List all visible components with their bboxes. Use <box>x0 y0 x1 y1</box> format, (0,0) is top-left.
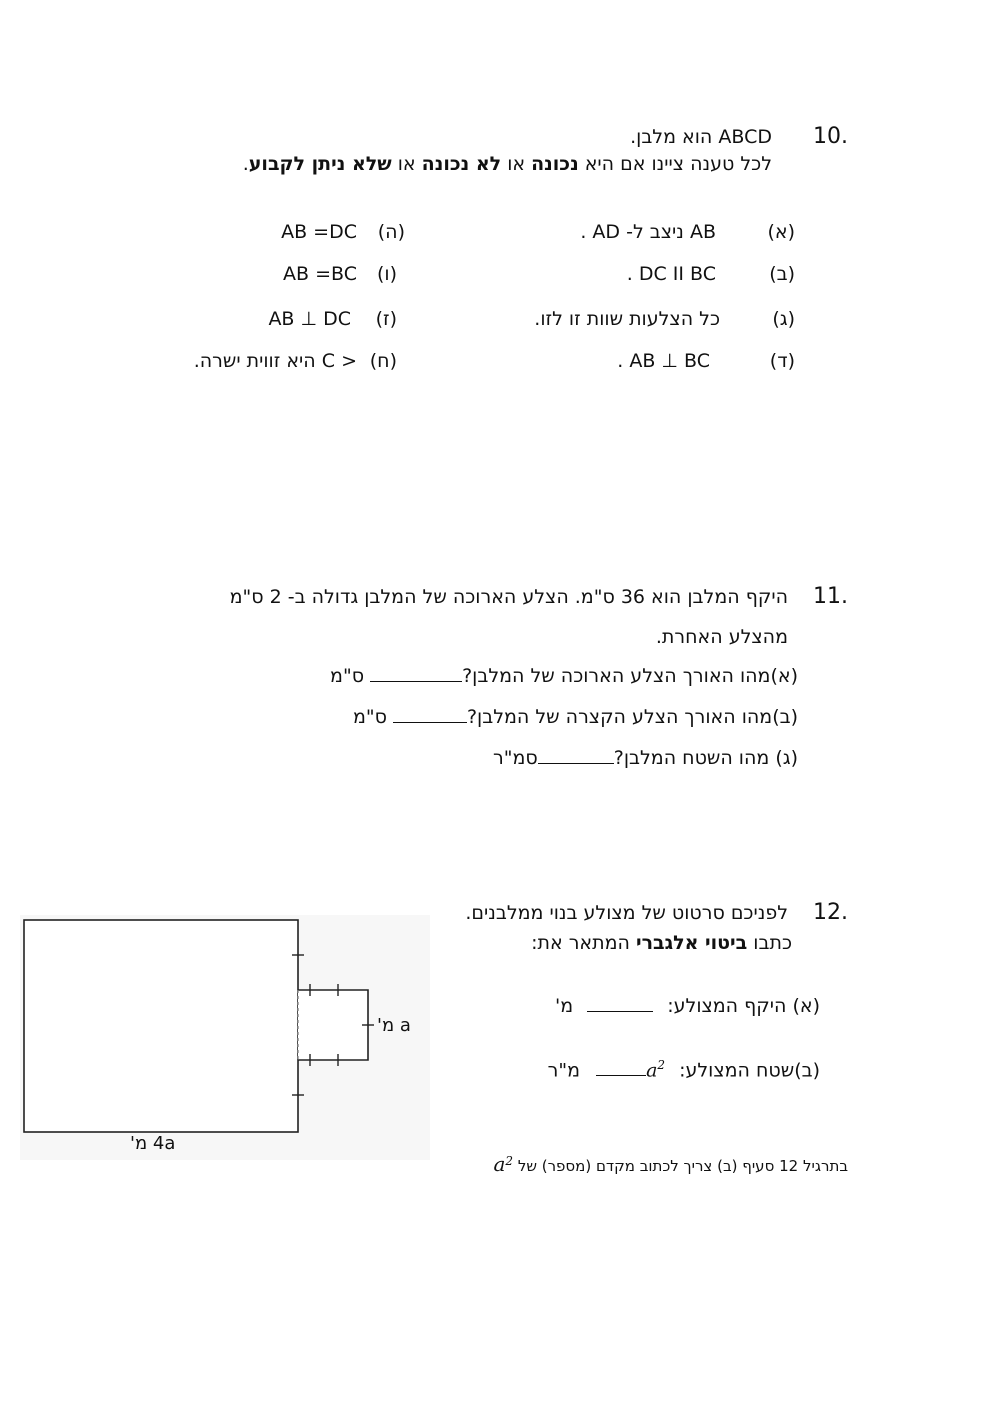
q11-c: (ג) מהו השטח המלבן?סמ"ר <box>493 747 798 769</box>
q10-number: 10. <box>813 124 848 149</box>
q11-line1: היקף המלבן הוא 36 ס"מ. הצלע הארוכה של המלבן גדולה ב- 2 ס"מ <box>229 586 788 608</box>
q11-a-answer-blank[interactable] <box>370 665 462 682</box>
q11-a: (א)מהו האורך הצלע הארוכה של המלבן? ס"מ <box>330 665 798 687</box>
polygon-figure <box>20 915 430 1160</box>
q10-label-c: (ג) <box>772 308 795 330</box>
q11-b: (ב)מהו האורך הצלע הקצרה של המלבן? ס"מ <box>352 706 798 728</box>
q12-b-answer-blank[interactable] <box>596 1059 646 1076</box>
q12-line1: לפניכם סרטוט של מצולע בנוי ממלבנים. <box>465 902 788 924</box>
figure-side-label: a מ' <box>377 1015 411 1036</box>
q10-label-a: (א) <box>767 221 795 243</box>
q10-label-e: (ה) <box>377 221 405 243</box>
q10-item-b: DC II BC . <box>626 263 716 285</box>
q10-line2: לכל טענה ציינו אם היא נכונה או לא נכונה או שלא ניתן לקבוע. <box>242 153 772 175</box>
q11-b-answer-blank[interactable] <box>393 706 467 723</box>
q10-line1: ABCD הוא מלבן. <box>630 126 772 148</box>
q12-note: בתרגיל 12 סעיף (ב) צריך לכתוב מקדם (מספר) של $a^2$ <box>493 1152 848 1176</box>
q10-item-f: AB =BC <box>283 263 357 285</box>
q11-c-answer-blank[interactable] <box>538 747 614 764</box>
q12-number: 12. <box>813 900 848 925</box>
q11-line2: מהצלע האחרת. <box>655 626 788 648</box>
q10-label-d: (ד) <box>769 350 795 372</box>
q12-a: (א) היקף המצולע: מ' <box>554 995 820 1017</box>
q11-number: 11. <box>813 584 848 609</box>
q12-a-answer-blank[interactable] <box>587 995 653 1012</box>
q12-line2: כתבו ביטוי אלגברי המתאר את: <box>531 932 792 954</box>
q10-item-d: AB ⊥ BC . <box>617 350 710 372</box>
q12-b: (ב)שטח המצולע: $a^2$ מ"ר <box>547 1058 820 1082</box>
q10-item-g: AB ⊥ DC <box>268 308 351 330</box>
figure-bottom-label: 4a מ' <box>130 1133 176 1154</box>
q10-item-h: < C היא זווית ישרה. <box>193 350 357 372</box>
q10-label-b: (ב) <box>769 263 795 285</box>
q10-item-e: AB =DC <box>281 221 357 243</box>
q10-label-f: (ו) <box>376 263 397 285</box>
large-rectangle <box>24 920 298 1132</box>
q10-item-a: AB ניצב ל- AD . <box>580 221 716 243</box>
q10-label-g: (ז) <box>375 308 397 330</box>
q10-label-h: (ח) <box>369 350 397 372</box>
small-rectangle <box>298 990 368 1060</box>
q10-item-c: כל הצלעות שוות זו לזו. <box>534 308 720 330</box>
